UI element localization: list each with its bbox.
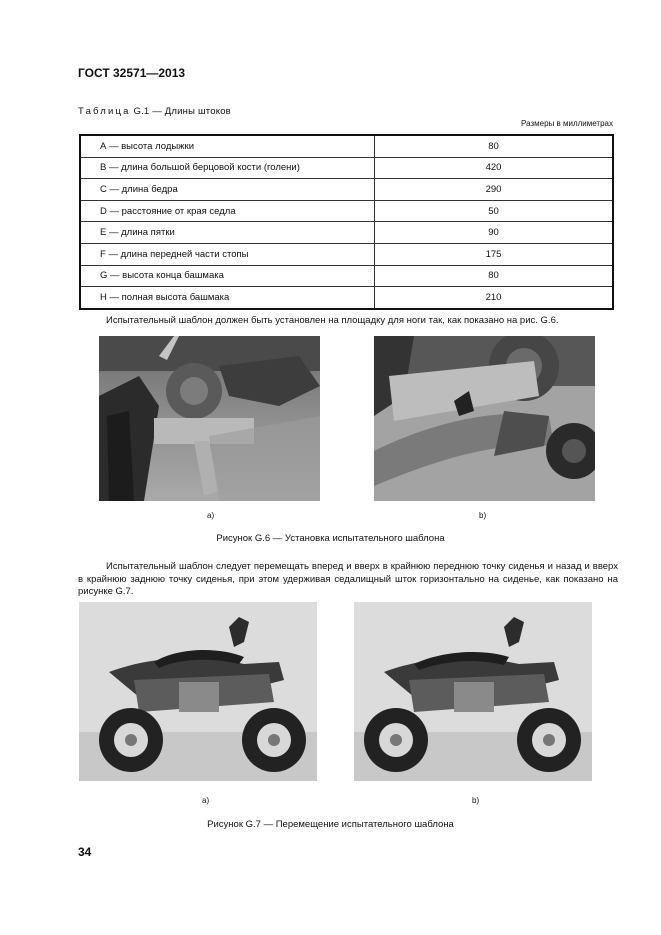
paragraph-template-installation: Испытательный шаблон должен быть установлен на площадку для ноги так, как показано на рис. G.6. xyxy=(106,315,559,326)
rod-lengths-table xyxy=(79,134,614,310)
photo-atv-template-backward xyxy=(354,602,592,781)
row-label: Н — полная высота башмака xyxy=(80,287,375,309)
figure6-caption: Рисунок G.6 — Установка испытательного шаблона xyxy=(216,533,445,544)
table-row xyxy=(80,243,613,265)
figure6-label-b: b) xyxy=(479,511,487,520)
row-value: 210 xyxy=(375,287,614,309)
photo-template-on-footrest-b xyxy=(374,336,595,501)
table-caption xyxy=(78,106,231,117)
row-label: В — длина большой берцовой кости (голени) xyxy=(80,157,375,179)
paragraph-template-movement: Испытательный шаблон следует перемещать вперед и вверх в крайнюю переднюю точку сиденья и назад и вверх в крайнюю заднюю точку сиденья, при этом удерживая седалищный шток горизонтально на сиденье, как показано на рисунке G.7. xyxy=(78,561,618,597)
document-header: ГОСТ 32571—2013 xyxy=(78,66,186,80)
row-value: 290 xyxy=(375,179,614,201)
row-label: F — длина передней части стопы xyxy=(80,243,375,265)
table-row xyxy=(80,135,613,157)
row-label: А — высота лодыжки xyxy=(80,135,375,157)
table-row xyxy=(80,157,613,179)
table-row xyxy=(80,287,613,309)
photo-template-on-footrest-a xyxy=(99,336,320,501)
figure6-label-a: а) xyxy=(207,511,215,520)
row-value: 80 xyxy=(375,265,614,287)
figure7-caption: Рисунок G.7 — Перемещение испытательного шаблона xyxy=(207,819,454,830)
row-value: 175 xyxy=(375,243,614,265)
figure7-label-b: b) xyxy=(472,796,480,805)
table-row xyxy=(80,222,613,244)
row-value: 50 xyxy=(375,200,614,222)
row-value: 80 xyxy=(375,135,614,157)
table-caption-prefix: Таблица xyxy=(78,106,131,117)
row-label: С — длина бедра xyxy=(80,179,375,201)
table-units-note: Размеры в миллиметрах xyxy=(521,119,613,128)
page-number: 34 xyxy=(78,845,92,859)
figure7-label-a: а) xyxy=(202,796,210,805)
table-row xyxy=(80,265,613,287)
photo-atv-template-forward xyxy=(79,602,317,781)
table-row xyxy=(80,200,613,222)
row-label: G — высота конца башмака xyxy=(80,265,375,287)
row-label: Е — длина пятки xyxy=(80,222,375,244)
table-row xyxy=(80,179,613,201)
row-value: 420 xyxy=(375,157,614,179)
row-label: D — расстояние от края седла xyxy=(80,200,375,222)
table-caption-title: G.1 — Длины штоков xyxy=(130,106,231,117)
row-value: 90 xyxy=(375,222,614,244)
